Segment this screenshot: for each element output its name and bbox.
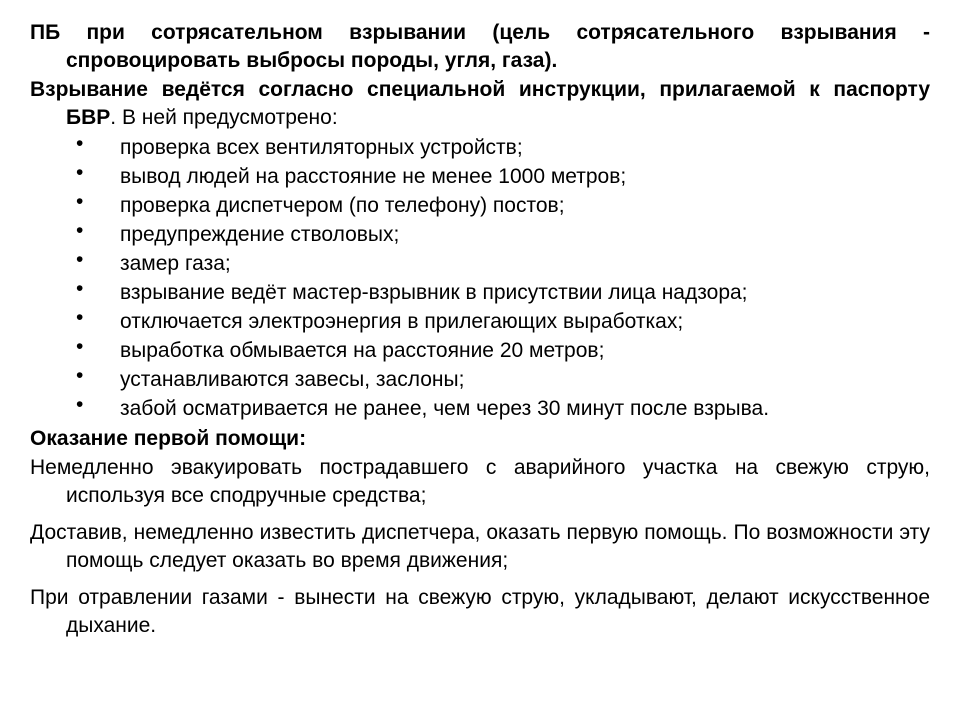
list-item-text: взрывание ведёт мастер-взрывник в присутствии лица надзора; bbox=[120, 281, 748, 304]
bullet-icon: • bbox=[76, 132, 84, 155]
list-item-text: замер газа; bbox=[120, 252, 231, 275]
bullet-icon: • bbox=[76, 393, 84, 416]
bullet-icon: • bbox=[76, 161, 84, 184]
bullet-icon: • bbox=[76, 335, 84, 358]
list-item-text: устанавливаются завесы, заслоны; bbox=[120, 368, 465, 391]
bullet-icon: • bbox=[76, 306, 84, 329]
list-item bbox=[76, 161, 930, 191]
list-item bbox=[76, 306, 930, 336]
list-item bbox=[76, 190, 930, 220]
list-item-text: вывод людей на расстояние не менее 1000 метров; bbox=[120, 165, 627, 188]
list-item bbox=[76, 219, 930, 249]
evacuate-paragraph: Немедленно эвакуировать пострадавшего с аварийного участка на свежую струю, используя все сподручные средства; bbox=[30, 456, 930, 507]
list-item-text: предупреждение стволовых; bbox=[120, 223, 400, 246]
first-aid-heading: Оказание первой помощи: bbox=[30, 427, 307, 450]
bullet-icon: • bbox=[76, 248, 84, 271]
measures-list bbox=[30, 133, 930, 423]
poisoning-paragraph: При отравлении газами - вынести на свежую струю, укладывают, делают искусственное дыхание. bbox=[30, 586, 930, 637]
list-item bbox=[76, 364, 930, 394]
bullet-icon: • bbox=[76, 190, 84, 213]
notify-paragraph: Доставив, немедленно известить диспетчера, оказать первую помощь. По возможности эту помощь следует оказать во время движения; bbox=[30, 521, 930, 572]
list-item-text: отключается электроэнергия в прилегающих выработках; bbox=[120, 310, 684, 333]
list-item bbox=[76, 248, 930, 278]
list-item-text: проверка всех вентиляторных устройств; bbox=[120, 136, 523, 159]
instruction-rest-text: . В ней предусмотрено: bbox=[110, 106, 338, 129]
list-item-text: проверка диспетчером (по телефону) постов; bbox=[120, 194, 565, 217]
list-item bbox=[76, 132, 930, 162]
list-item bbox=[76, 335, 930, 365]
bullet-icon: • bbox=[76, 364, 84, 387]
list-item bbox=[76, 277, 930, 307]
bullet-icon: • bbox=[76, 277, 84, 300]
bullet-icon: • bbox=[76, 219, 84, 242]
list-item-text: выработка обмывается на расстояние 20 метров; bbox=[120, 339, 605, 362]
list-item-text: забой осматривается не ранее, чем через 30 минут после взрыва. bbox=[120, 397, 770, 420]
instruction-bold-text: Взрывание ведётся согласно специальной инструкции, прилагаемой к паспорту БВР bbox=[30, 78, 930, 129]
safety-heading-paragraph: ПБ при сотрясательном взрывании (цель сотрясательного взрывания - спровоцировать выбросы породы, угля, газа). bbox=[30, 21, 930, 72]
list-item bbox=[76, 393, 930, 423]
instruction-paragraph bbox=[30, 76, 930, 132]
